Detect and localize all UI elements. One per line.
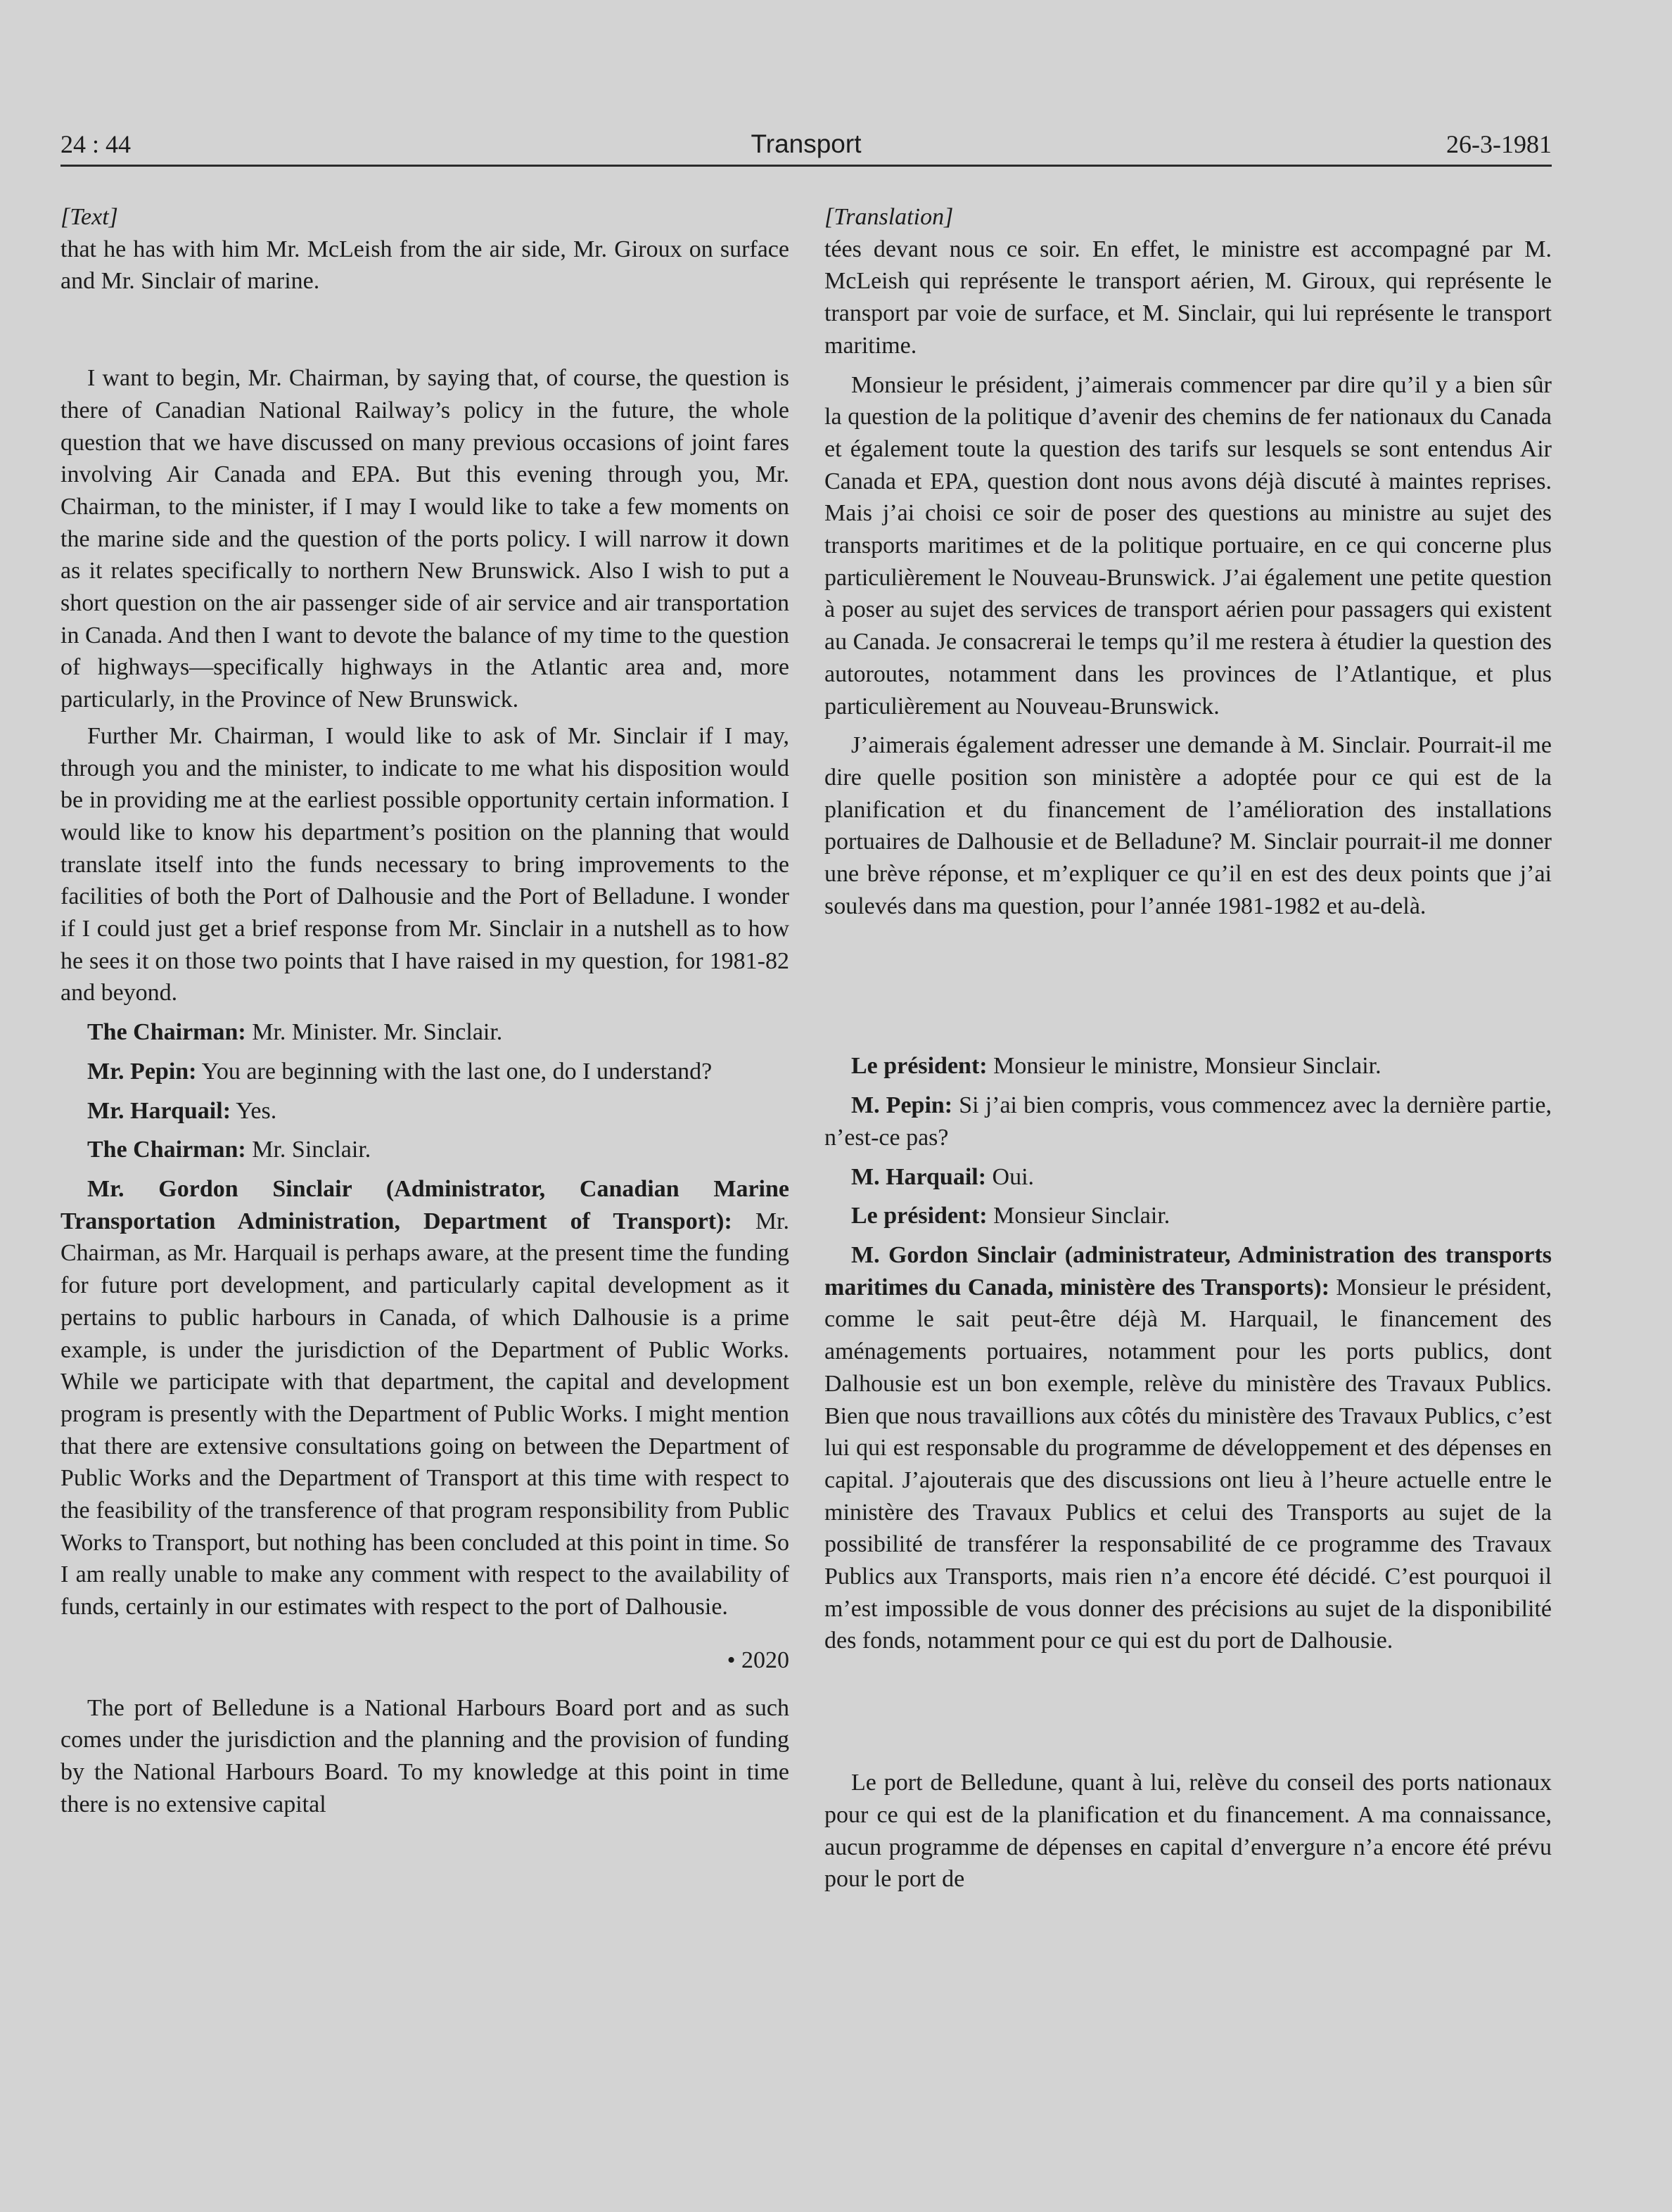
speech-text: Si j’ai bien compris, vous commencez avec la dernière partie, n’est-ce pas? [824,1092,1552,1151]
paragraph: Le port de Belledune, quant à lui, relève du conseil des ports nationaux pour ce qui est de la planification et du financement. A ma connaissance, aucun programme de dépenses en capital d’envergure n’a encore été prévu pour le port de [824,1770,1552,1893]
speaker-name: Le président: [851,1053,988,1080]
speech-pepin [824,1089,1552,1153]
speaker-name: Mr. Gordon Sinclair (Administrator, Canadian Marine Transportation Administration, Department of Transport): [60,1175,789,1234]
speaker-name: Mr. Harquail: [87,1097,231,1124]
page-title: Transport [751,129,862,158]
language-tag: [Translation] [824,204,954,230]
speech-text: Mr. Chairman, as Mr. Harquail is perhaps aware, at the present time the funding for future port development, and particularly capital development as it pertains to public harbours in Canada, of which Dalhousie is a prime example, is under the jurisdiction of the Department of Public Works. While we participate with that department, the capital and development program is presently with the Department of Public Works. I might mention that there are extensive consultations going on between the Department of Public Works and the Department of Transport at this time with respect to the feasibility of the transference of that program responsibility from Public Works to Transport, but nothing has been concluded at this point in time. So I am really unable to make any comment with respect to the availability of funds, certainly in our estimates with respect to the port of Dalhousie. [60,1208,790,1620]
speech-text: Oui. [986,1163,1035,1190]
speech-pepin [60,1056,789,1088]
page-number: 24 : 44 [60,130,132,158]
english-column [60,201,789,1820]
paragraph: The port of Belledune is a National Harbours Board port and as such comes under the jurisdiction and the planning and the provision of funding by the National Harbours Board. To my knowledge at this point in time there is no extensive capital [60,1694,789,1817]
speaker-name: M. Pepin: [851,1092,953,1119]
speech-president [824,1050,1552,1082]
paragraph: I want to begin, Mr. Chairman, by saying that, of course, the question is there of Canadian National Railway’s policy in the future, the whole question that we have discussed on many previous occasions of joint fares involving Air Canada and EPA. But this evening through you, Mr. Chairman, to the minister, if I may I would like to take a few moments on the marine side and the question of the ports policy. I will narrow it down as it relates specifically to northern New Brunswick. Also I wish to put a short question on the air passenger side of air service and air transportation in Canada. And then I want to devote the balance of my time to the question of highways—specifically highways in the Atlantic area and, more particularly, in the Province of New Brunswick. [60,365,789,713]
speaker-name: Le président: [851,1203,988,1229]
speech-sinclair [824,1239,1552,1657]
speaker-name: The Chairman: [87,1137,246,1163]
speech-text: Monsieur le ministre, Monsieur Sinclair. [987,1053,1381,1080]
speech-chairman [60,1016,789,1049]
speech-text: Monsieur le président, comme le sait peut-être déjà M. Harquail, le financement des aménagements portuaires, notamment pour les ports publics, dont Dalhousie est un bon exemple, relève du ministère des Travaux Publics. Bien que nous travaillions aux côtés du ministère des Travaux Publics, c’est lui qui est responsable du programme de développement et des dépenses en capital. J’ajouterais que des discussions ont lieu à l’heure actuelle entre le ministère des Travaux Publics et celui des Transports au sujet de la possibilité de transférer la responsabilité de ce programme des Travaux Publics aux Transports, mais rien n’a encore été décidé. C’est pourquoi il m’est impossible de vous donner des précisions au sujet de la disponibilité des fonds, notamment pour ce qui est du port de Dalhousie. [824,1274,1552,1654]
paragraph: tées devant nous ce soir. En effet, le ministre est accompagné par M. McLeish qui représente le transport aérien, M. Giroux, qui représente le transport par voie de surface, et M. Sinclair, qui lui représente le transport maritime. [824,236,1552,359]
speaker-name: M. Gordon Sinclair (administrateur, Administration des transports maritimes du Canada, ministère des Transports): [824,1241,1552,1300]
speech-president [824,1200,1552,1232]
paragraph: that he has with him Mr. McLeish from the air side, Mr. Giroux on surface and Mr. Sinclair of marine. [60,236,789,295]
language-tag: [Text] [60,204,118,230]
speech-text: Monsieur Sinclair. [987,1203,1170,1229]
speech-text: Yes. [231,1097,277,1124]
french-column [824,201,1552,1895]
speech-harquail [60,1095,789,1127]
speech-text: Mr. Minister. Mr. Sinclair. [245,1019,503,1046]
speech-text: You are beginning with the last one, do I understand? [196,1058,713,1085]
speaker-name: Mr. Pepin: [87,1058,197,1085]
speech-text: Mr. Sinclair. [245,1137,371,1163]
paragraph: Monsieur le président, j’aimerais commencer par dire qu’il y a bien sûr la question de la politique d’avenir des chemins de fer nationaux du Canada et également toute la question des tarifs sur lesquels se sont entendus Air Canada et EPA, question dont nous avons déjà discuté à maintes reprises. Mais j’ai choisi ce soir de poser des questions au ministre au sujet des transports maritimes et de la politique portuaire, en ce qui concerne plus particulièrement le Nouveau-Brunswick. J’ai également une petite question à poser au sujet des services de transport aérien pour passagers qui existent au Canada. Je consacrerai le temps qu’il me restera à étudier la question des autoroutes, notamment dans les provinces de l’Atlantique, et plus particulièrement au Nouveau-Brunswick. [824,371,1552,720]
speaker-name: The Chairman: [87,1019,246,1046]
page-header [60,124,1552,167]
paragraph: Further Mr. Chairman, I would like to ask of Mr. Sinclair if I may, through you and the minister, to indicate to me what his disposition would be in providing me at the earliest possible opportunity certain information. I would like to know his department’s position on the planning that would translate itself into the funds necessary to bring improvements to the facilities of both the Port of Dalhousie and the Port of Belladune. I wonder if I could just get a brief response from Mr. Sinclair in a nutshell as to how he sees it on those two points that I have raised in my question, for 1981-82 and beyond. [60,722,789,1006]
paragraph: J’aimerais également adresser une demande à M. Sinclair. Pourrait-il me dire quelle position son ministère a adoptée pour ce qui est de la planification et du financement de l’amélioration des installations portuaires de Dalhousie et de Belladune? M. Sinclair pourrait-il me donner une brève réponse, et m’expliquer ce qu’il en est des deux points que j’ai soulevés dans ma question, pour l’année 1981-1982 et au-delà. [824,732,1552,919]
page-date: 26-3-1981 [1446,130,1552,158]
speech-chairman [60,1134,789,1166]
time-marker: • 2020 [727,1647,789,1673]
speech-sinclair [60,1173,789,1623]
speaker-name: M. Harquail: [851,1163,987,1190]
speech-harquail [824,1161,1552,1194]
